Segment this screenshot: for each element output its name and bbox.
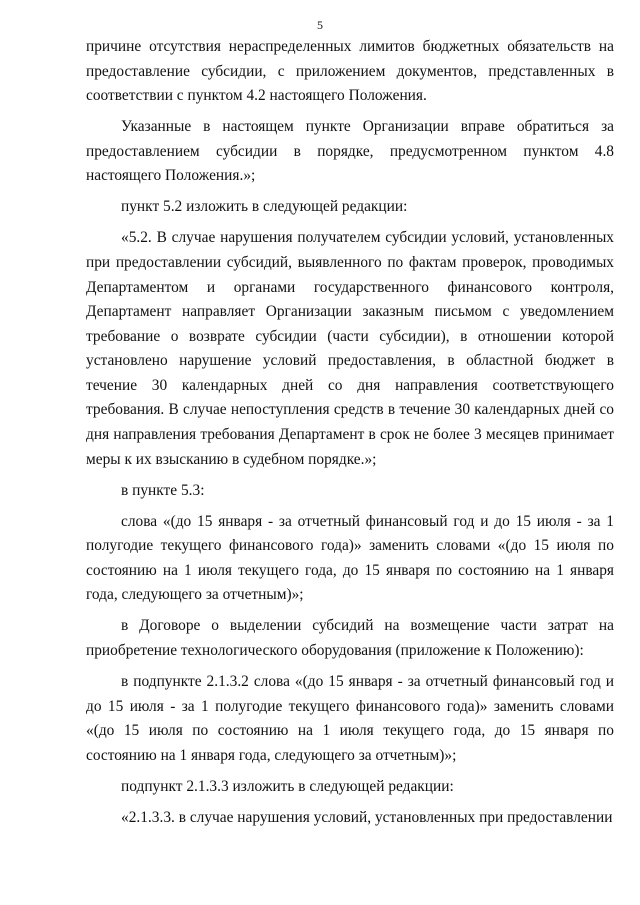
paragraph-continuation: причине отсутствия нераспределенных лимитов бюджетных обязательств на предоставление субсидии, с приложением документов, представленных в соответствии с пунктом 4.2 настоящего Положения. bbox=[86, 38, 614, 105]
paragraph-subclause-2-1-3-2: в подпункте 2.1.3.2 слова «(до 15 января - за отчетный финансовый год и до 15 июля - за 1 полугодие текущего финансового года)» заменить словами «(до 15 июля по состоянию на 1 июля текущего года, до 15 января по состоянию на 1 января года, следующего за отчетным)»; bbox=[86, 672, 614, 764]
page-number: 5 bbox=[317, 18, 323, 32]
paragraph-in-clause-5-3: в пункте 5.3: bbox=[121, 481, 205, 499]
paragraph-amend-5-2: пункт 5.2 изложить в следующей редакции: bbox=[121, 198, 408, 216]
paragraph-contract: в Договоре о выделении субсидий на возмещение части затрат на приобретение технологического оборудования (приложение к Положению): bbox=[86, 617, 614, 659]
paragraph-amend-2-1-3-3: подпункт 2.1.3.3 изложить в следующей редакции: bbox=[121, 777, 454, 795]
document-body bbox=[86, 35, 614, 830]
paragraph-subclause-2-1-3-3: «2.1.3.3. в случае нарушения условий, установленных при предоставлении bbox=[121, 808, 613, 826]
paragraph-organizations-right: Указанные в настоящем пункте Организации вправе обратиться за предоставлением субсидии в порядке, предусмотренном пунктом 4.8 настоящего Положения.»; bbox=[86, 118, 614, 185]
paragraph-words-replace: слова «(до 15 января - за отчетный финансовый год и до 15 июля - за 1 полугодие текущего финансового года)» заменить словами «(до 15 июля по состоянию на 1 июля текущего года, до 15 января по состоянию на 1 января года, следующего за отчетным)»; bbox=[86, 512, 614, 604]
paragraph-clause-5-2: «5.2. В случае нарушения получателем субсидии условий, установленных при предоставлении субсидий, выявленного по фактам проверок, проводимых Департаментом и органами государственного финансового контроля, Департамент направляет Организации заказным письмом с уведомлением требование о возврате субсидии (части субсидии), в отношении которой установлено нарушение условий предоставления, в областной бюджет в течение 30 календарных дней со дня направления соответствующего требования. В случае непоступления средств в течение 30 календарных дней со дня направления требования Департамент в срок не более 3 месяцев принимает меры к их взысканию в судебном порядке.»; bbox=[86, 229, 614, 468]
